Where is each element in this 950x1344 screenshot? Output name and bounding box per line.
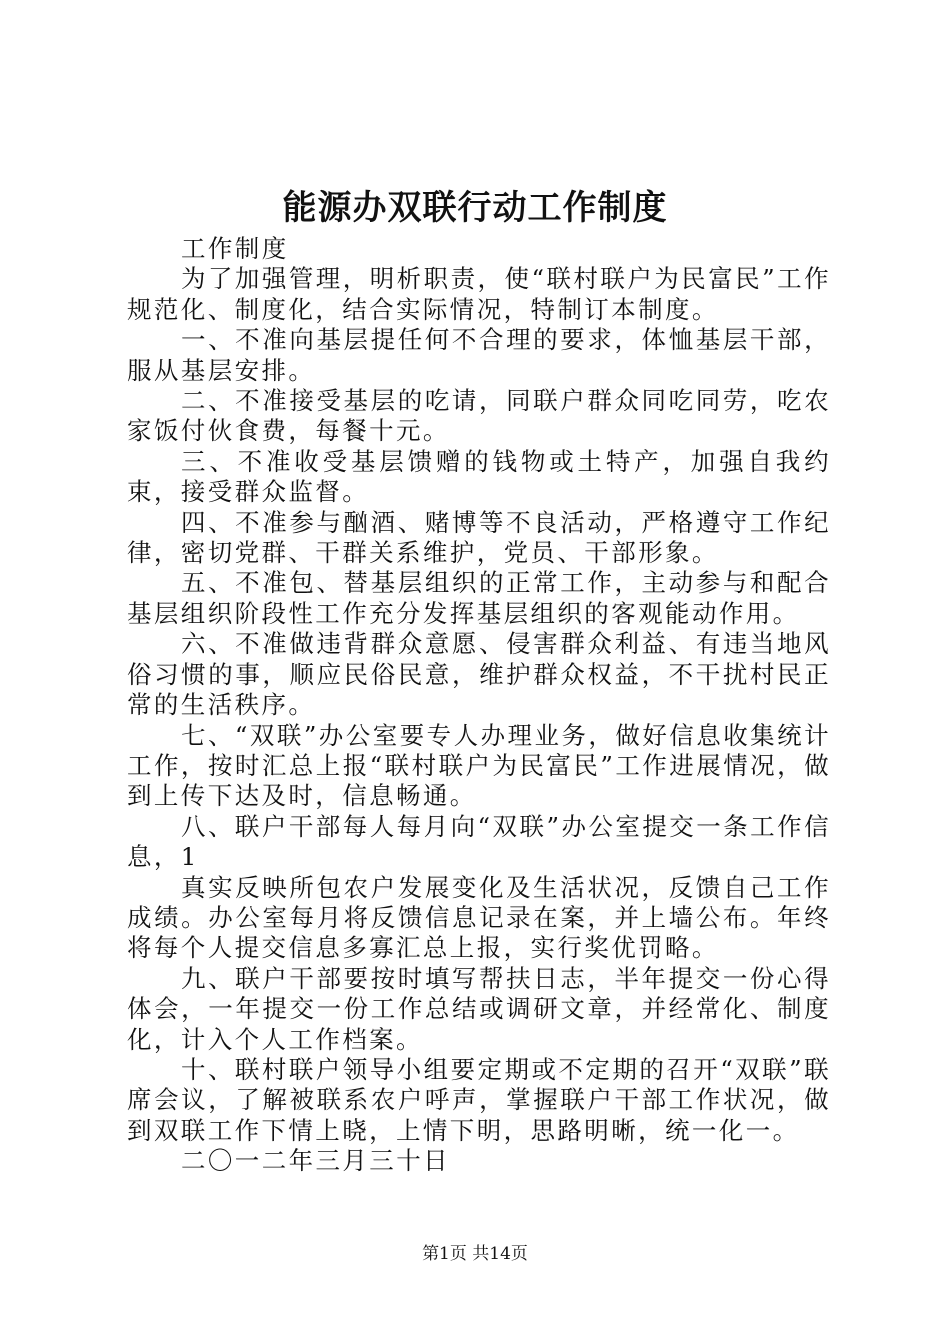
- paragraph-rule-10: 十、联村联户领导小组要定期或不定期的召开“双联”联席会议，了解被联系农户呼声，掌握联户干部工作状况，做到双联工作下情上晓，上情下明，思路明晰，统一化一。: [127, 1054, 831, 1145]
- paragraph-rule-5: 五、不准包、替基层组织的正常工作，主动参与和配合基层组织阶段性工作充分发挥基层组织的客观能动作用。: [127, 568, 831, 628]
- paragraph-date: 二〇一二年三月三十日: [181, 1146, 450, 1176]
- paragraph-rule-6: 六、不准做违背群众意愿、侵害群众利益、有违当地风俗习惯的事，顺应民俗民意，维护群众权益，不干扰村民正常的生活秩序。: [127, 629, 831, 720]
- paragraph-rule-1: 一、不准向基层提任何不合理的要求，体恤基层干部，服从基层安排。: [127, 325, 831, 385]
- paragraph-rule-7: 七、“双联”办公室要专人办理业务，做好信息收集统计工作，按时汇总上报“联村联户为民富民”工作进展情况，做到上传下达及时，信息畅通。: [127, 720, 831, 811]
- paragraph-intro: 为了加强管理，明析职责，使“联村联户为民富民”工作规范化、制度化，结合实际情况，特制订本制度。: [127, 264, 831, 324]
- document-body: [127, 234, 831, 1177]
- paragraph-rule-4: 四、不准参与酗酒、赌博等不良活动，严格遵守工作纪律，密切党群、干群关系维护，党员、干部形象。: [127, 507, 831, 568]
- paragraph-rule-3: 三、不准收受基层馈赠的钱物或土特产，加强自我约束，接受群众监督。: [127, 446, 831, 507]
- paragraph-heading: 工作制度: [181, 234, 289, 263]
- paragraph-rule-8-continued: 真实反映所包农户发展变化及生活状况，反馈自己工作成绩。办公室每月将反馈信息记录在案，并上墙公布。年终将每个人提交信息多寡汇总上报，实行奖优罚略。: [127, 872, 831, 963]
- paragraph-rule-9: 九、联户干部要按时填写帮扶日志，半年提交一份心得体会，一年提交一份工作总结或调研文章，并经常化、制度化，计入个人工作档案。: [127, 963, 831, 1054]
- document-title: 能源办双联行动工作制度: [282, 188, 668, 228]
- paragraph-rule-8: 八、联户干部每人每月向“双联”办公室提交一条工作信息，1: [127, 811, 831, 872]
- page-footer: 第1页 共14页: [422, 1244, 528, 1264]
- paragraph-rule-2: 二、不准接受基层的吃请，同联户群众同吃同劳，吃农家饭付伙食费，每餐十元。: [127, 386, 831, 446]
